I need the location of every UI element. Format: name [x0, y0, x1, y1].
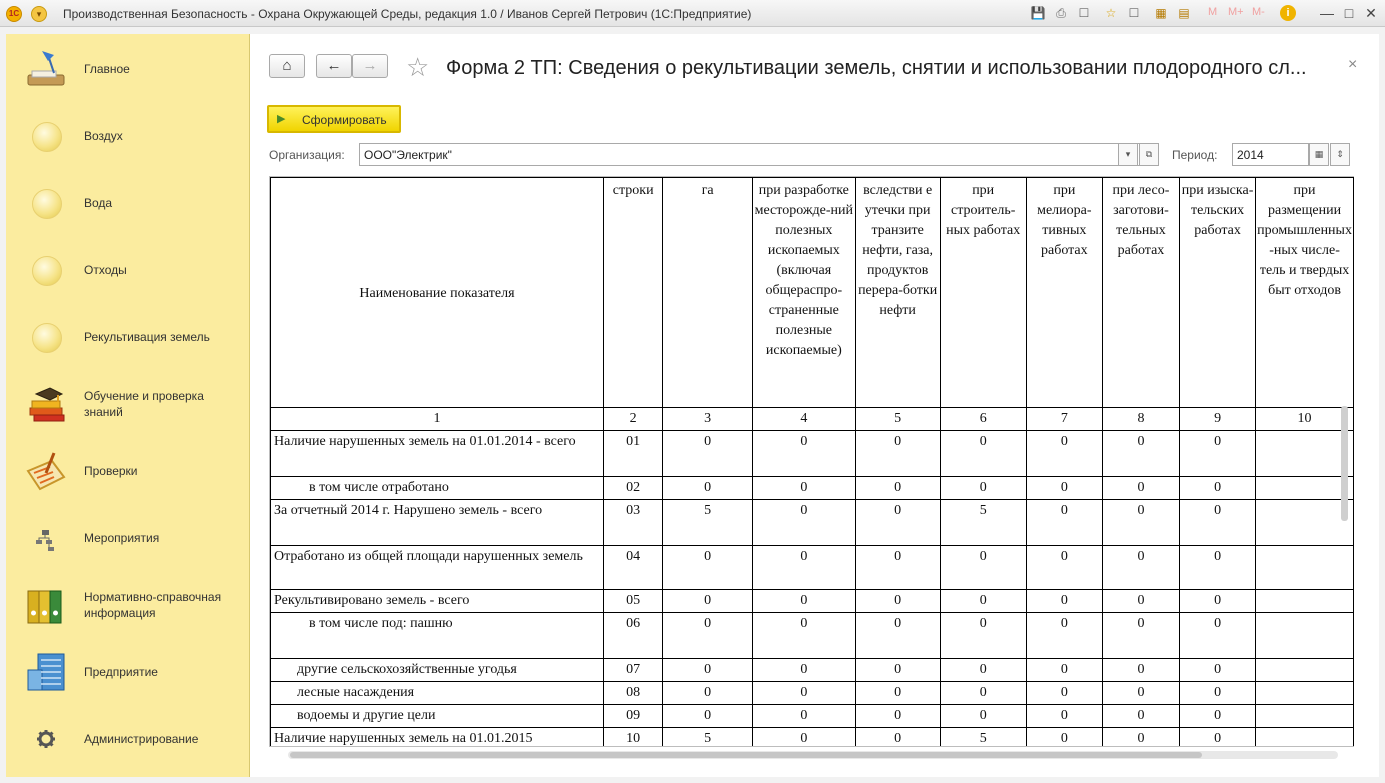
- back-button[interactable]: ←: [316, 54, 352, 78]
- column-number: 9: [1180, 408, 1256, 431]
- value-cell[interactable]: 0: [663, 546, 753, 590]
- circle-icon: [24, 181, 68, 225]
- value-cell[interactable]: 0: [1026, 705, 1102, 728]
- row-name-cell[interactable]: Наличие нарушенных земель на 01.01.2014 - всего: [271, 431, 604, 477]
- column-number: 8: [1102, 408, 1179, 431]
- sidebar-item-activities[interactable]: [6, 510, 250, 566]
- row-name-cell[interactable]: Отработано из общей площади нарушенных земель: [271, 546, 604, 590]
- report-body: [271, 431, 1354, 748]
- row-code-cell[interactable]: 08: [603, 682, 662, 705]
- table-row: [271, 431, 1354, 477]
- value-cell[interactable]: 5: [663, 500, 753, 546]
- info-icon[interactable]: i: [1280, 5, 1296, 21]
- app-logo-icon[interactable]: 1С: [6, 6, 22, 22]
- page-title: Форма 2 ТП: Сведения о рекультивации земель, снятии и использовании плодородного сл...: [446, 57, 1307, 79]
- organization-label: Организация:: [269, 148, 345, 162]
- row-code-cell[interactable]: 02: [603, 477, 662, 500]
- value-cell[interactable]: 0: [940, 705, 1026, 728]
- value-cell[interactable]: 0: [663, 659, 753, 682]
- value-cell[interactable]: 0: [855, 613, 940, 659]
- row-name-cell[interactable]: водоемы и другие цели: [271, 705, 604, 728]
- value-cell[interactable]: [1256, 500, 1354, 546]
- value-cell[interactable]: 0: [1026, 477, 1102, 500]
- value-cell[interactable]: 0: [1102, 590, 1179, 613]
- spin-icon[interactable]: ⇕: [1330, 143, 1350, 166]
- table-row: [271, 477, 1354, 500]
- value-cell[interactable]: 0: [855, 682, 940, 705]
- table-row: [271, 705, 1354, 728]
- value-cell[interactable]: 0: [1180, 477, 1256, 500]
- column-number: 1: [271, 408, 604, 431]
- sidebar-item-reference-info[interactable]: [6, 577, 250, 633]
- sidebar-item-water[interactable]: [6, 175, 250, 231]
- checklist-icon: [24, 449, 68, 493]
- sidebar-item-administration[interactable]: [6, 711, 250, 767]
- table-row: [271, 590, 1354, 613]
- hierarchy-icon: [24, 516, 68, 560]
- row-code-cell[interactable]: 01: [603, 431, 662, 477]
- value-cell[interactable]: 0: [855, 500, 940, 546]
- report-spreadsheet[interactable]: [269, 176, 1354, 747]
- desk-lamp-icon: [24, 47, 68, 91]
- value-cell[interactable]: 0: [855, 477, 940, 500]
- sidebar-item-land-reclamation[interactable]: [6, 309, 250, 365]
- home-button[interactable]: ⌂: [269, 54, 305, 78]
- value-cell[interactable]: 0: [1102, 500, 1179, 546]
- value-cell[interactable]: [1256, 613, 1354, 659]
- row-code-cell[interactable]: 06: [603, 613, 662, 659]
- row-code-cell[interactable]: 04: [603, 546, 662, 590]
- sidebar-item-waste[interactable]: [6, 242, 250, 298]
- value-cell[interactable]: 0: [1102, 613, 1179, 659]
- value-cell[interactable]: [1256, 705, 1354, 728]
- row-code-cell[interactable]: 07: [603, 659, 662, 682]
- value-cell[interactable]: [1256, 431, 1354, 477]
- column-header: при мелиора-тивных работах: [1026, 178, 1102, 408]
- value-cell[interactable]: [1256, 728, 1354, 748]
- minimize-button[interactable]: —: [1320, 5, 1334, 21]
- row-code-cell[interactable]: 09: [603, 705, 662, 728]
- table-row: [271, 682, 1354, 705]
- column-header: при строитель-ных работах: [940, 178, 1026, 408]
- value-cell[interactable]: 0: [752, 705, 855, 728]
- value-cell[interactable]: 0: [1102, 659, 1179, 682]
- building-icon: [24, 650, 68, 694]
- value-cell[interactable]: 5: [940, 500, 1026, 546]
- period-field[interactable]: 2014: [1232, 143, 1309, 166]
- value-cell[interactable]: 0: [940, 682, 1026, 705]
- sidebar-item-label: Главное: [84, 62, 130, 76]
- sidebar-item-label: Вода: [84, 196, 113, 210]
- generate-button-label: Сформировать: [302, 113, 387, 127]
- table-row: [271, 546, 1354, 590]
- calendar-icon[interactable]: ▤: [1178, 6, 1190, 20]
- circle-icon: [24, 315, 68, 359]
- value-cell[interactable]: 0: [1026, 590, 1102, 613]
- value-cell[interactable]: 0: [940, 477, 1026, 500]
- value-cell[interactable]: 0: [752, 546, 855, 590]
- gear-icon: [24, 717, 68, 761]
- value-cell[interactable]: 0: [1180, 590, 1256, 613]
- open-icon[interactable]: ⧉: [1139, 143, 1159, 166]
- sections-sidebar: [6, 34, 250, 777]
- row-name-cell[interactable]: Рекультивировано земель - всего: [271, 590, 604, 613]
- circle-icon: [24, 248, 68, 292]
- window-title: Производственная Безопасность - Охрана Окружающей Среды, редакция 1.0 / Иванов Сергей Петрович (1С:Предприятие): [63, 7, 752, 21]
- report-form: [250, 34, 1379, 777]
- value-cell[interactable]: 0: [1026, 728, 1102, 748]
- sidebar-item-label: Проверки: [84, 464, 138, 478]
- column-header: га: [663, 178, 753, 408]
- value-cell[interactable]: 0: [1026, 659, 1102, 682]
- horizontal-scrollbar[interactable]: [288, 751, 1338, 759]
- history-icon[interactable]: ☐: [1128, 6, 1140, 20]
- value-cell[interactable]: 0: [1026, 682, 1102, 705]
- close-form-icon[interactable]: ×: [1348, 56, 1358, 73]
- column-number: 5: [855, 408, 940, 431]
- value-cell[interactable]: 0: [752, 431, 855, 477]
- value-cell[interactable]: 0: [1180, 682, 1256, 705]
- play-icon: ▶: [277, 113, 286, 125]
- value-cell[interactable]: 0: [940, 659, 1026, 682]
- value-cell[interactable]: 0: [752, 500, 855, 546]
- sidebar-item-label: Нормативно-справочная информация: [84, 590, 222, 620]
- value-cell[interactable]: 0: [940, 431, 1026, 477]
- maximize-button[interactable]: □: [1344, 5, 1354, 21]
- column-number: 2: [603, 408, 662, 431]
- forward-button[interactable]: →: [352, 54, 388, 78]
- value-cell[interactable]: 0: [752, 613, 855, 659]
- sidebar-item-inspections[interactable]: [6, 443, 250, 499]
- value-cell[interactable]: 0: [1102, 477, 1179, 500]
- column-number: 7: [1026, 408, 1102, 431]
- sidebar-item-main[interactable]: [6, 41, 250, 97]
- row-name-cell[interactable]: в том числе отработано: [271, 477, 604, 500]
- value-cell[interactable]: 0: [1026, 431, 1102, 477]
- sidebar-item-air[interactable]: [6, 108, 250, 164]
- sidebar-item-label: Отходы: [84, 263, 127, 277]
- save-icon[interactable]: 💾: [1030, 6, 1046, 20]
- close-window-button[interactable]: ✕: [1365, 5, 1377, 21]
- value-cell[interactable]: 0: [663, 682, 753, 705]
- table-row: [271, 613, 1354, 659]
- column-header: при разработке месторожде-ний полезных ископаемых (включая общераспро-страненные полезные ископаемые): [752, 178, 855, 408]
- star-icon[interactable]: ☆: [406, 52, 430, 82]
- sidebar-item-label: Рекультивация земель: [84, 330, 210, 344]
- main-menu-icon[interactable]: ▾: [31, 6, 47, 22]
- value-cell[interactable]: 0: [752, 659, 855, 682]
- books-icon: [24, 382, 68, 426]
- sidebar-item-label: Администрирование: [84, 732, 199, 746]
- row-name-cell[interactable]: Наличие нарушенных земель на 01.01.2015: [271, 728, 604, 748]
- row-name-cell[interactable]: другие сельскохозяйственные угодья: [271, 659, 604, 682]
- table-row: [271, 659, 1354, 682]
- calendar-icon[interactable]: ▦: [1309, 143, 1329, 166]
- table-row: [271, 728, 1354, 748]
- sidebar-item-label: Обучение и проверка знаний: [84, 389, 204, 419]
- generate-button[interactable]: [267, 105, 401, 133]
- memory-button[interactable]: M: [1208, 6, 1218, 18]
- sidebar-item-label: Предприятие: [84, 665, 158, 679]
- value-cell[interactable]: [1256, 590, 1354, 613]
- column-header: Наименование показателя: [271, 178, 604, 408]
- value-cell[interactable]: 0: [940, 546, 1026, 590]
- value-cell[interactable]: 0: [855, 431, 940, 477]
- column-header: вследстви е утечки при транзите нефти, газа, продуктов перера-ботки нефти: [855, 178, 940, 408]
- table-row: [271, 500, 1354, 546]
- value-cell[interactable]: 0: [663, 590, 753, 613]
- column-number: 3: [663, 408, 753, 431]
- sidebar-item-training[interactable]: [6, 376, 250, 432]
- sidebar-item-label: Воздух: [84, 129, 123, 143]
- value-cell[interactable]: 5: [940, 728, 1026, 748]
- column-header: строки: [603, 178, 662, 408]
- memory-subtract-button[interactable]: M-: [1252, 6, 1265, 18]
- value-cell[interactable]: 0: [855, 728, 940, 748]
- value-cell[interactable]: 0: [663, 431, 753, 477]
- preview-icon[interactable]: ☐: [1078, 6, 1090, 20]
- row-name-cell[interactable]: лесные насаждения: [271, 682, 604, 705]
- value-cell[interactable]: [1256, 546, 1354, 590]
- value-cell[interactable]: [1256, 477, 1354, 500]
- value-cell[interactable]: 0: [1102, 682, 1179, 705]
- value-cell[interactable]: 0: [1180, 613, 1256, 659]
- row-name-cell[interactable]: За отчетный 2014 г. Нарушено земель - всего: [271, 500, 604, 546]
- value-cell[interactable]: 0: [1180, 705, 1256, 728]
- row-code-cell[interactable]: 10: [603, 728, 662, 748]
- column-number: 6: [940, 408, 1026, 431]
- value-cell[interactable]: 0: [855, 659, 940, 682]
- row-code-cell[interactable]: 03: [603, 500, 662, 546]
- value-cell[interactable]: [1256, 659, 1354, 682]
- value-cell[interactable]: 0: [752, 590, 855, 613]
- value-cell[interactable]: 0: [1026, 500, 1102, 546]
- period-label: Период:: [1172, 148, 1218, 162]
- value-cell[interactable]: 0: [663, 705, 753, 728]
- value-cell[interactable]: [1256, 682, 1354, 705]
- favorites-icon[interactable]: ☆: [1105, 6, 1117, 20]
- sidebar-item-enterprise[interactable]: [6, 644, 250, 700]
- window-title-bar: [0, 0, 1385, 27]
- table-header-row: [271, 178, 1354, 408]
- value-cell[interactable]: 0: [1180, 546, 1256, 590]
- value-cell[interactable]: 0: [855, 546, 940, 590]
- value-cell[interactable]: 0: [1102, 431, 1179, 477]
- value-cell[interactable]: 0: [855, 705, 940, 728]
- circle-icon: [24, 114, 68, 158]
- value-cell[interactable]: 0: [1102, 546, 1179, 590]
- value-cell[interactable]: 0: [1102, 705, 1179, 728]
- value-cell[interactable]: 0: [663, 613, 753, 659]
- print-icon[interactable]: ⎙: [1056, 6, 1066, 20]
- value-cell[interactable]: 0: [1180, 659, 1256, 682]
- value-cell[interactable]: 0: [752, 477, 855, 500]
- value-cell[interactable]: 0: [752, 728, 855, 748]
- scrollbar-thumb[interactable]: [290, 752, 1202, 758]
- value-cell[interactable]: 0: [1180, 728, 1256, 748]
- row-name-cell[interactable]: в том числе под: пашню: [271, 613, 604, 659]
- memory-add-button[interactable]: M+: [1228, 6, 1244, 18]
- column-header: при размещении промышленных -ных числе-тель и твердых быт отходов: [1256, 178, 1354, 408]
- value-cell[interactable]: 0: [1180, 500, 1256, 546]
- value-cell[interactable]: 0: [663, 477, 753, 500]
- organization-field[interactable]: ООО"Электрик": [359, 143, 1156, 166]
- calculator-icon[interactable]: ▦: [1155, 6, 1167, 20]
- column-header: при лесо-заготови-тельных работах: [1102, 178, 1179, 408]
- vertical-scrollbar[interactable]: [1341, 406, 1348, 521]
- column-header: при изыска-тельских работах: [1180, 178, 1256, 408]
- sidebar-item-label: Мероприятия: [84, 531, 160, 545]
- value-cell[interactable]: 0: [940, 613, 1026, 659]
- row-code-cell[interactable]: 05: [603, 590, 662, 613]
- value-cell[interactable]: 0: [752, 682, 855, 705]
- value-cell[interactable]: 0: [855, 590, 940, 613]
- value-cell[interactable]: 5: [663, 728, 753, 748]
- value-cell[interactable]: 0: [1180, 431, 1256, 477]
- value-cell[interactable]: 0: [1026, 546, 1102, 590]
- value-cell[interactable]: 0: [1026, 613, 1102, 659]
- column-number: 10: [1256, 408, 1354, 431]
- binders-icon: [24, 583, 68, 627]
- report-table: [270, 177, 1354, 747]
- column-number-row: [271, 408, 1354, 431]
- dropdown-icon[interactable]: ▾: [1118, 143, 1138, 166]
- value-cell[interactable]: 0: [1102, 728, 1179, 748]
- column-number: 4: [752, 408, 855, 431]
- value-cell[interactable]: 0: [940, 590, 1026, 613]
